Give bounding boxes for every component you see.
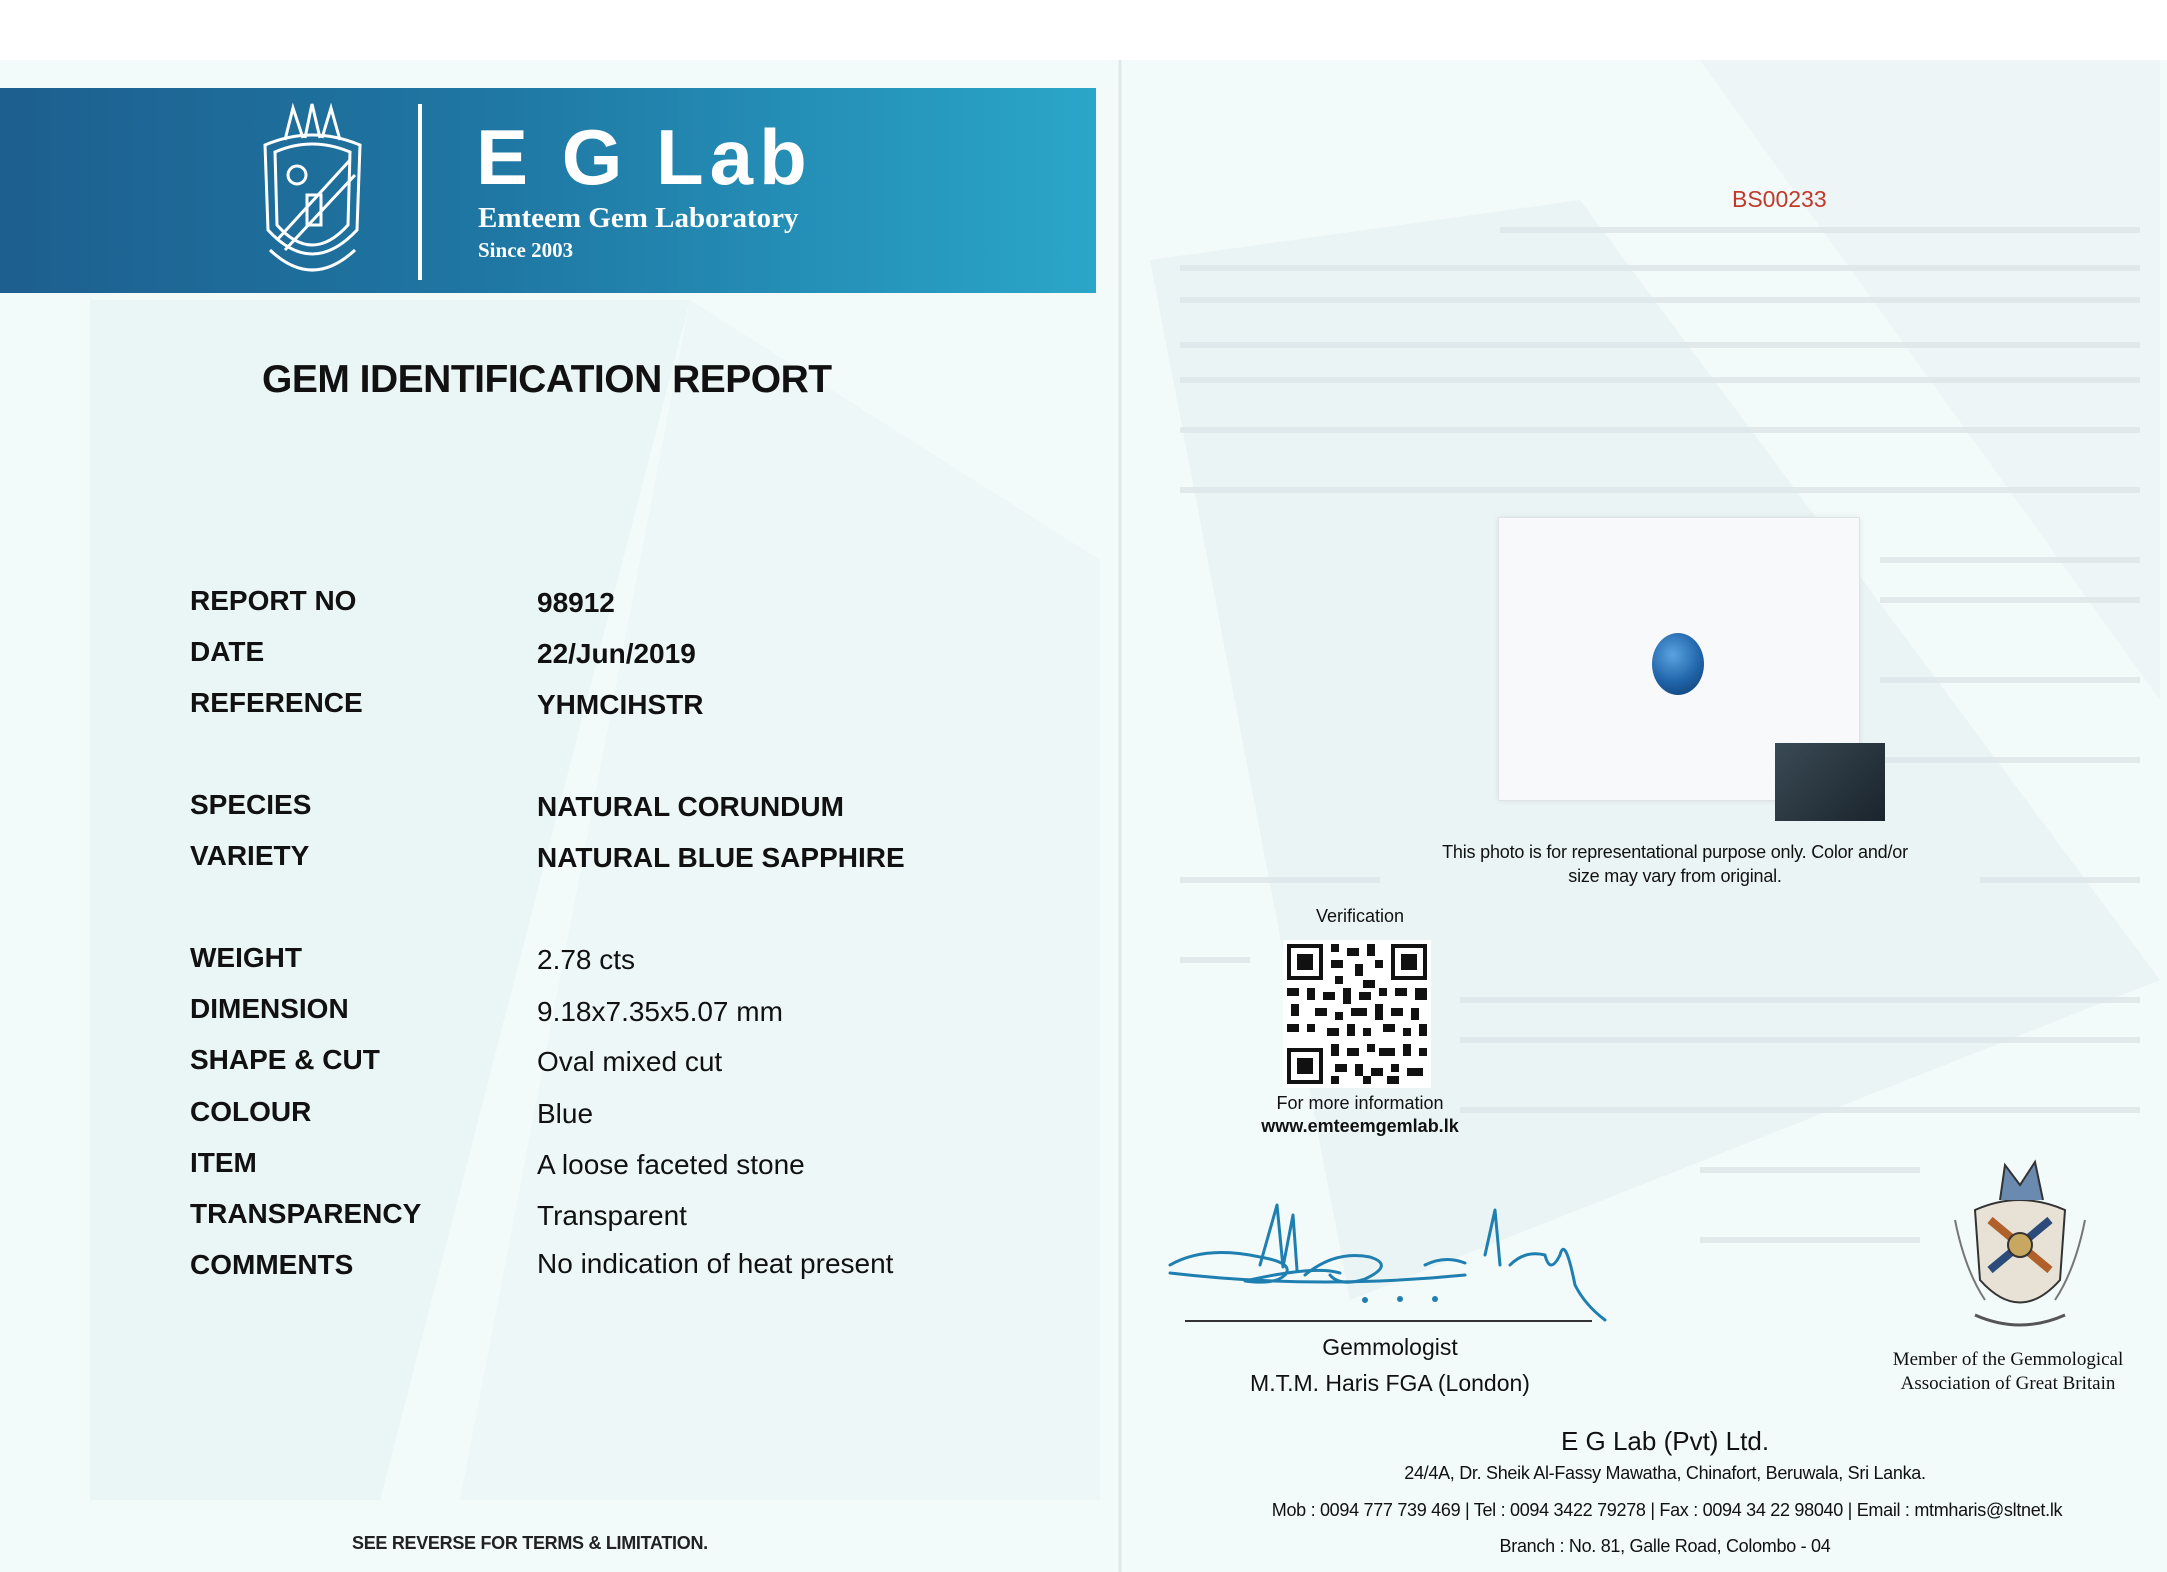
- gemmologist-signature: [1165, 1195, 1630, 1325]
- company-address: 24/4A, Dr. Sheik Al-Fassy Mawatha, Chinafort, Beruwala, Sri Lanka.: [1404, 1463, 1926, 1483]
- field-label-weight: WEIGHT: [190, 942, 302, 973]
- field-label-comments: COMMENTS: [190, 1249, 354, 1280]
- signature-line: [1185, 1320, 1592, 1322]
- field-value-shape-cut: Oval mixed cut: [537, 1046, 723, 1077]
- field-value-colour: Blue: [537, 1098, 594, 1129]
- field-label-colour: COLOUR: [190, 1096, 312, 1127]
- company-name: E G Lab (Pvt) Ltd.: [1560, 1426, 1770, 1456]
- hologram-label: [1775, 743, 1885, 821]
- field-value-report-no: 98912: [537, 587, 615, 618]
- gem-stone-image: [1652, 633, 1704, 695]
- brand-since: Since 2003: [478, 238, 574, 262]
- field-value-dimension: 9.18x7.35x5.07 mm: [537, 996, 783, 1027]
- field-value-comments: No indication of heat present: [537, 1248, 894, 1279]
- field-label-report-no: REPORT NO: [190, 585, 357, 616]
- field-label-date: DATE: [190, 636, 265, 667]
- field-value-variety: NATURAL BLUE SAPPHIRE: [537, 842, 905, 873]
- member-line2: Association of Great Britain: [1900, 1373, 2116, 1394]
- photo-disclaimer: [1395, 840, 1955, 888]
- field-value-reference: YHMCIHSTR: [537, 689, 704, 720]
- field-value-item: A loose faceted stone: [537, 1149, 805, 1180]
- membership-note: [1858, 1348, 2158, 1396]
- field-label-species: SPECIES: [190, 789, 312, 820]
- member-line1: Member of the Gemmological: [1892, 1349, 2124, 1370]
- qr-code-icon[interactable]: [1283, 940, 1431, 1088]
- gemmologist-name: M.T.M. Haris FGA (London): [1250, 1370, 1530, 1396]
- qr-info: [1240, 1092, 1480, 1138]
- brand-subtitle: Emteem Gem Laboratory: [478, 202, 799, 234]
- field-value-date: 22/Jun/2019: [537, 638, 696, 669]
- gemmological-association-crest: [1945, 1150, 2095, 1335]
- brand-name: E G Lab: [476, 113, 813, 201]
- lab-crest-logo: [245, 100, 380, 285]
- gem-photo: [1498, 517, 1860, 801]
- website-link[interactable]: www.emteemgemlab.lk: [1261, 1116, 1459, 1136]
- field-value-species: NATURAL CORUNDUM: [537, 791, 844, 822]
- field-label-variety: VARIETY: [190, 840, 310, 871]
- field-label-transparency: TRANSPARENCY: [190, 1198, 422, 1229]
- photo-disclaimer-line2: size may vary from original.: [1568, 866, 1782, 886]
- verification-label: Verification: [1315, 906, 1405, 926]
- field-label-shape-cut: SHAPE & CUT: [190, 1044, 380, 1075]
- header-divider: [418, 104, 422, 280]
- company-branch: Branch : No. 81, Galle Road, Colombo - 04: [1499, 1536, 1831, 1556]
- report-title: GEM IDENTIFICATION REPORT: [262, 358, 832, 401]
- field-value-weight: 2.78 cts: [537, 944, 636, 975]
- company-contact: Mob : 0094 777 739 469 | Tel : 0094 3422 79278 | Fax : 0094 34 22 98040 | Email : mtmharis@sltnet.lk: [1271, 1500, 2063, 1520]
- gemmologist-title: Gemmologist: [1322, 1334, 1458, 1360]
- terms-note: SEE REVERSE FOR TERMS & LIMITATION.: [352, 1533, 708, 1553]
- serial-number: BS00233: [1732, 186, 1827, 212]
- field-label-item: ITEM: [190, 1147, 257, 1178]
- field-label-reference: REFERENCE: [190, 687, 363, 718]
- photo-disclaimer-line1: This photo is for representational purpose only. Color and/or: [1442, 842, 1908, 862]
- field-label-dimension: DIMENSION: [190, 993, 349, 1024]
- field-value-transparency: Transparent: [537, 1200, 687, 1231]
- qr-info-text: For more information: [1276, 1093, 1444, 1113]
